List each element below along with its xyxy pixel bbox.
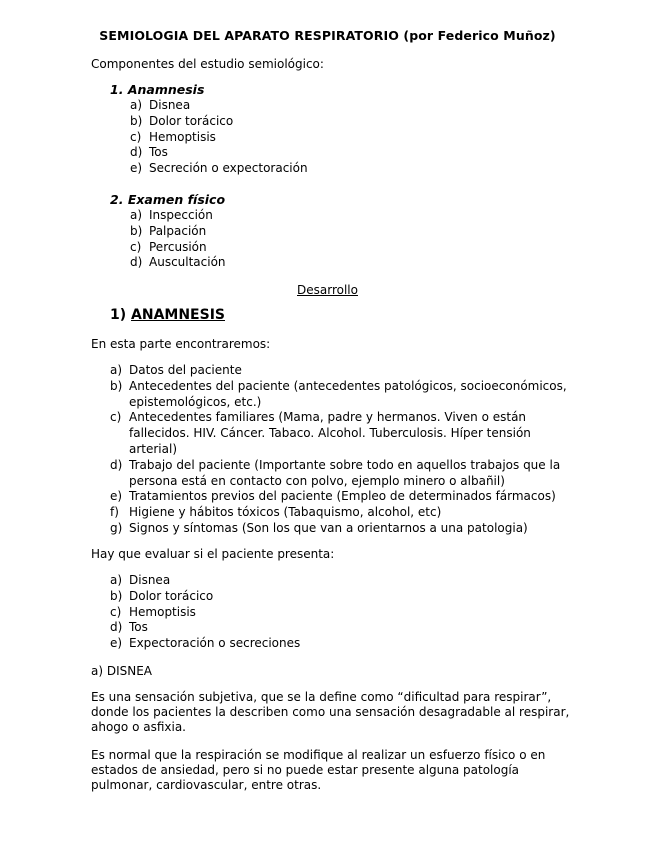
anamnesis-section-heading: [110, 307, 225, 323]
anamnesis-contents-list: [110, 363, 570, 537]
list-item: c) Percusión: [130, 239, 207, 254]
disnea-heading: a) DISNEA: [91, 664, 153, 678]
component-1-number: 1.: [110, 82, 124, 97]
evaluate-intro: Hay que evaluar si el paciente presenta:: [91, 547, 335, 561]
disnea-paragraph-1: Es una sensación subjetiva, que se la define como “dificultad para respirar”, donde los pacientes la describen como una sensación desagradable al respirar, ahogo o asfixia.: [91, 690, 570, 734]
list-item: b) Antecedentes del paciente (antecedentes patológicos, socioeconómicos, epistemológicos, etc.): [110, 378, 567, 409]
list-item: d) Tos: [130, 145, 168, 160]
evaluate-list: [110, 573, 510, 652]
list-item: a) Inspección: [130, 208, 213, 222]
list-item: e) Secreción o expectoración: [130, 161, 308, 176]
list-item: a) Datos del paciente: [110, 363, 242, 377]
list-item: b) Dolor torácico: [130, 113, 234, 128]
list-item: c) Hemoptisis: [110, 604, 196, 619]
list-item: d) Trabajo del paciente (Importante sobre todo en aquellos trabajos que la persona está en contacto con polvo, ejemplo minero o albañil): [110, 457, 561, 488]
list-item: c) Antecedentes familiares (Mama, padre y hermanos. Viven o están fallecidos. HIV. Cáncer. Tabaco. Alcohol. Tuberculosis. Híper tensión arterial): [110, 410, 531, 456]
anamnesis-components-list: [130, 98, 430, 177]
list-item: d) Auscultación: [130, 255, 226, 270]
component-2-title: Examen físico: [127, 192, 226, 207]
component-1-heading: [110, 82, 204, 97]
component-2-number: 2.: [110, 192, 124, 207]
list-item: a) Disnea: [110, 573, 171, 587]
intro-text: Componentes del estudio semiológico:: [91, 57, 324, 71]
disnea-paragraph-2: Es normal que la respiración se modifique al realizar un esfuerzo físico o en estados de ansiedad, pero si no puede estar presente alguna patología pulmonar, cardiovascular, entre otras.: [91, 748, 546, 792]
list-item: b) Dolor torácico: [110, 588, 214, 603]
list-item: a) Disnea: [130, 98, 191, 112]
list-item: f) Higiene y hábitos tóxicos (Tabaquismo, alcohol, etc): [110, 505, 442, 520]
list-item: e) Tratamientos previos del paciente (Empleo de determinados fármacos): [110, 489, 556, 504]
document-title: SEMIOLOGIA DEL APARATO RESPIRATORIO (por Federico Muñoz): [99, 28, 556, 43]
anamnesis-intro: En esta parte encontraremos:: [91, 337, 271, 351]
anamnesis-section-number: 1): [110, 307, 127, 323]
component-1-title: Anamnesis: [127, 82, 205, 97]
list-item: e) Expectoración o secreciones: [110, 636, 301, 651]
list-item: c) Hemoptisis: [130, 129, 216, 144]
list-item: d) Tos: [110, 620, 148, 635]
list-item: b) Palpación: [130, 223, 207, 238]
examen-fisico-components-list: [130, 208, 430, 271]
component-2-heading: [110, 192, 225, 207]
anamnesis-section-title: ANAMNESIS: [131, 307, 225, 323]
development-heading: Desarrollo: [297, 283, 358, 297]
list-item: g) Signos y síntomas (Son los que van a orientarnos a una patologia): [110, 520, 528, 535]
